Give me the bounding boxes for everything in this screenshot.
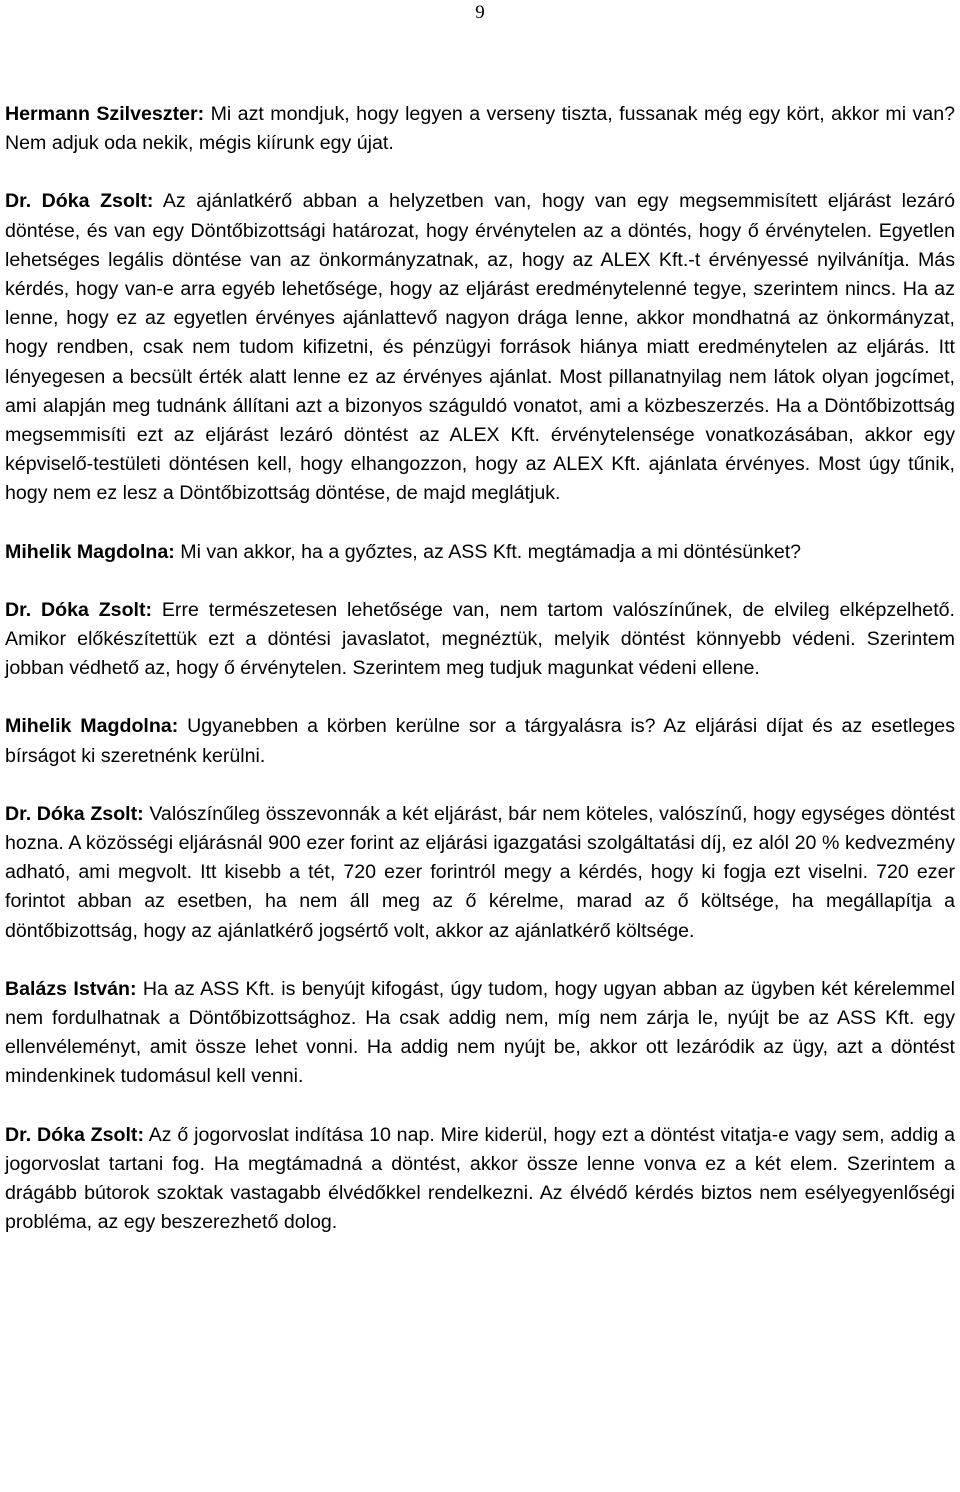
speaker-name: Balázs István: xyxy=(5,977,137,1000)
paragraph-text: Ugyanebben a körben kerülne sor a tárgyalásra is? Az eljárási díjat és az esetleges bírságot ki szeretnénk kerülni. xyxy=(5,715,955,767)
document-body xyxy=(5,100,955,1267)
paragraph-text: Erre természetesen lehetősége van, nem tartom valószínűnek, de elvileg elképzelhető. Amikor előkészítettük ezt a döntési javaslatot, megnéztük, melyik döntést könnyebb védeni. Szerintem jobban védhető az, hogy ő érvénytelen. Szerintem meg tudjuk magunkat védeni ellene. xyxy=(5,598,955,680)
paragraph-text: Az ajánlatkérő abban a helyzetben van, hogy van egy megsemmisített eljárást lezáró döntése, és van egy Döntőbizottsági határozat, hogy érvénytelen az a döntés, hogy ő érvénytelen. Egyetlen lehetséges legális döntése van az önkormányzatnak, az, hogy az ALEX Kft.-t érvényessé nyilvánítja. Más kérdés, hogy van-e arra egyéb lehetősége, hogy az eljárást eredménytelenné tegye, szerintem nincs. Ha az lenne, hogy ez az egyetlen érvényes ajánlattevő nagyon drága lenne, akkor mondhatná az önkormányzat, hogy rendben, csak nem tudom kifizetni, és pénzügyi források hiánya miatt eredménytelen az eljárás. Itt lényegesen a becsült érték alatt lenne ez az érvényes ajánlat. Most pillanatnyilag nem látok olyan jogcímet, ami alapján meg tudnánk állítani azt a bizonyos száguldó vonatot, ami a közbeszerzés. Ha a Döntőbizottság megsemmisíti ezt az eljárást lezáró döntést az ALEX Kft. érvénytelensége vonatkozásában, akkor egy képviselő-testületi döntésen kell, hogy elhangozzon, hogy az ALEX Kft. ajánlata érvényes. Most úgy tűnik, hogy nem ez lesz a Döntőbizottság döntése, de majd meglátjuk. xyxy=(5,190,955,505)
paragraph-text: Valószínűleg összevonnák a két eljárást, bár nem köteles, valószínű, hogy egységes döntést hozna. A közösségi eljárásnál 900 ezer forint az eljárási igazgatási szolgáltatási díj, ez alól 20 % kedvezmény adható, ami megvolt. Itt kisebb a tét, 720 ezer forintról megy a kérdés, hogy ki fogja ezt viselni. 720 ezer forintot abban az esetben, ha nem áll meg az ő kérelme, marad az ő költsége, ha megállapítja a döntőbizottság, hogy az ajánlatkérő jogsértő volt, akkor az ajánlatkérő költsége. xyxy=(5,802,955,942)
paragraph-text: Mi azt mondjuk, hogy legyen a verseny tiszta, fussanak még egy kört, akkor mi van? Nem adjuk oda nekik, mégis kiírunk egy újat. xyxy=(5,103,955,155)
paragraph xyxy=(5,100,955,158)
speaker-name: Dr. Dóka Zsolt: xyxy=(5,190,154,213)
paragraph-text: Az ő jogorvoslat indítása 10 nap. Mire kiderül, hogy ezt a döntést vitatja-e vagy sem, addig a jogorvoslat tartani fog. Ha megtámadná a döntést, akkor össze lenne vonva ez a két elem. Szerintem a drágább bútorok szoktak vastagabb élvédőkkel rendelkezni. Az élvédő kérdés biztos nem esélyegyenlőségi probléma, az egy beszerezhető dolog. xyxy=(5,1123,955,1234)
paragraph-text: Mi van akkor, ha a győztes, az ASS Kft. megtámadja a mi döntésünket? xyxy=(174,540,802,563)
speaker-name: Dr. Dóka Zsolt: xyxy=(5,802,144,825)
paragraph xyxy=(5,187,955,508)
paragraph xyxy=(5,538,955,567)
paragraph xyxy=(5,596,955,684)
speaker-name: Mihelik Magdolna: xyxy=(5,540,175,563)
paragraph xyxy=(5,800,955,946)
paragraph xyxy=(5,1121,955,1238)
speaker-name: Dr. Dóka Zsolt: xyxy=(5,598,153,621)
paragraph xyxy=(5,975,955,1092)
speaker-name: Mihelik Magdolna: xyxy=(5,715,179,738)
page-number: 9 xyxy=(475,2,485,23)
speaker-name: Hermann Szilveszter: xyxy=(5,103,205,125)
paragraph-text: Ha az ASS Kft. is benyújt kifogást, úgy tudom, hogy ugyan abban az ügyben két kérelemmel nem fordulhatnak a Döntőbizottsághoz. Ha csak addig nem, míg nem zárja le, nyújt be az ASS Kft. egy ellenvéleményt, amit össze lehet vonni. Ha addig nem nyújt be, akkor ott lezáródik az ügy, azt a döntést mindenkinek tudomásul kell venni. xyxy=(5,977,955,1088)
speaker-name: Dr. Dóka Zsolt: xyxy=(5,1123,144,1146)
paragraph xyxy=(5,712,955,770)
